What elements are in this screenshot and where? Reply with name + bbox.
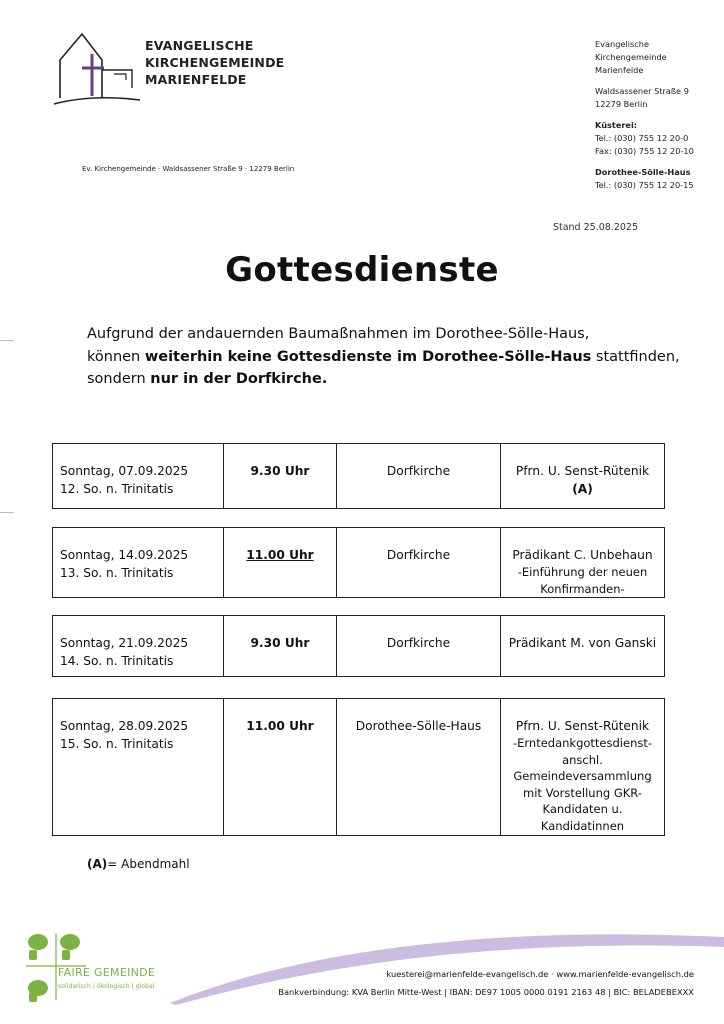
org-name-line: EVANGELISCHE [145, 38, 254, 53]
service-note: Konfirmanden- [540, 581, 625, 596]
service-location: Dorothee-Sölle-Haus [337, 699, 501, 836]
organization-name [145, 37, 284, 88]
service-person: Prädikant M. von Ganski [508, 636, 657, 650]
legend [87, 857, 190, 871]
dsh-phone: Tel.: (030) 755 12 20-15 [595, 180, 694, 190]
contact-name: Marienfelde [595, 65, 644, 75]
intro-line [87, 346, 680, 369]
service-note: mit Vorstellung GKR- [523, 785, 642, 800]
service-date-cell [53, 444, 224, 509]
kuesterei-phone: Tel.: (030) 755 12 20-0 [595, 133, 689, 143]
service-time: 9.30 Uhr [224, 444, 337, 509]
intro-text [87, 323, 680, 391]
fold-mark [0, 340, 14, 341]
service-person: Prädikant C. Unbehaun [512, 548, 653, 562]
service-person-cell [501, 699, 665, 836]
service-location: Dorfkirche [337, 444, 501, 509]
table-row [53, 444, 665, 509]
org-name-line: MARIENFELDE [145, 72, 247, 87]
service-note: Kandidatinnen [540, 818, 625, 833]
service-person: Pfrn. U. Senst-Rütenik [515, 719, 650, 733]
table-row [53, 616, 665, 677]
contact-street: Waldsassener Straße 9 [595, 86, 689, 96]
dsh-label: Dorothee-Sölle-Haus [595, 167, 691, 177]
footer-contact-line: kuesterei@marienfelde-evangelisch.de · www.marienfelde-evangelisch.de [386, 969, 694, 979]
service-person: Pfrn. U. Senst-Rütenik [515, 464, 650, 478]
service-table [52, 443, 665, 509]
org-name-line: KIRCHENGEMEINDE [145, 55, 285, 70]
intro-text-span: stattfinden, [591, 348, 680, 365]
service-table [52, 615, 665, 677]
service-person-cell [501, 616, 665, 677]
kuesterei-label: Küsterei: [595, 120, 638, 130]
service-sunday: 15. So. n. Trinitatis [60, 737, 174, 751]
service-date: Sonntag, 07.09.2025 [60, 464, 189, 478]
intro-text-span: sondern [87, 371, 151, 387]
service-date-cell [53, 616, 224, 677]
service-time-cell [224, 528, 337, 598]
service-location: Dorfkirche [337, 528, 501, 598]
kuesterei-fax: Fax: (030) 755 12 20-10 [595, 146, 694, 156]
service-date-cell [53, 528, 224, 598]
contact-name: Kirchengemeinde [595, 52, 667, 62]
service-table [52, 527, 665, 598]
service-note: Gemeindeversammlung [513, 769, 652, 783]
intro-line [87, 368, 680, 391]
service-sunday: 13. So. n. Trinitatis [60, 566, 174, 580]
service-table [52, 698, 665, 836]
church-logo-icon [52, 30, 142, 108]
service-sunday: 14. So. n. Trinitatis [60, 654, 174, 668]
footer-bank-line: Bankverbindung: KVA Berlin Mitte-West | IBAN: DE97 1005 0000 0191 2163 48 | BIC: BELADEBEXXX [278, 987, 694, 997]
service-date: Sonntag, 14.09.2025 [60, 548, 189, 562]
service-location: Dorfkirche [337, 616, 501, 677]
service-sunday: 12. So. n. Trinitatis [60, 482, 174, 496]
service-time: 11.00 Uhr [246, 548, 314, 562]
faire-gemeinde-subtitle: solidarisch | ökologisch | global [58, 983, 155, 990]
service-date: Sonntag, 28.09.2025 [60, 719, 189, 733]
service-note: Kandidaten u. [542, 802, 623, 816]
contact-city: 12279 Berlin [595, 99, 648, 109]
service-note: -Einführung der neuen [517, 565, 648, 579]
fold-mark [0, 512, 14, 513]
service-date: Sonntag, 21.09.2025 [60, 636, 189, 650]
contact-block [595, 38, 720, 200]
legend-key: (A) [87, 857, 108, 871]
contact-name: Evangelische [595, 39, 650, 49]
legend-text: = Abendmahl [107, 857, 190, 871]
table-row [53, 699, 665, 836]
service-date-cell [53, 699, 224, 836]
service-time: 11.00 Uhr [224, 699, 337, 836]
intro-emphasis: nur in der Dorfkirche. [150, 371, 328, 387]
sender-address-line: Ev. Kirchengemeinde · Waldsassener Straße 9 · 12279 Berlin [82, 165, 295, 173]
service-time: 9.30 Uhr [224, 616, 337, 677]
faire-gemeinde-title: FAIRE GEMEINDE [58, 966, 156, 979]
intro-text-span: können [87, 348, 145, 365]
intro-line: Aufgrund der andauernden Baumaßnahmen im Dorothee-Sölle-Haus, [87, 326, 590, 342]
service-note: (A) [572, 482, 593, 496]
service-note: anschl. [562, 752, 603, 767]
service-person-cell [501, 444, 665, 509]
table-row [53, 528, 665, 598]
service-person-cell [501, 528, 665, 598]
service-note: -Erntedankgottesdienst- [512, 736, 653, 750]
intro-emphasis: weiterhin keine Gottesdienste im Dorothee-Sölle-Haus [144, 348, 592, 365]
date-stamp: Stand 25.08.2025 [552, 222, 638, 233]
page-title: Gottesdienste [225, 250, 499, 290]
